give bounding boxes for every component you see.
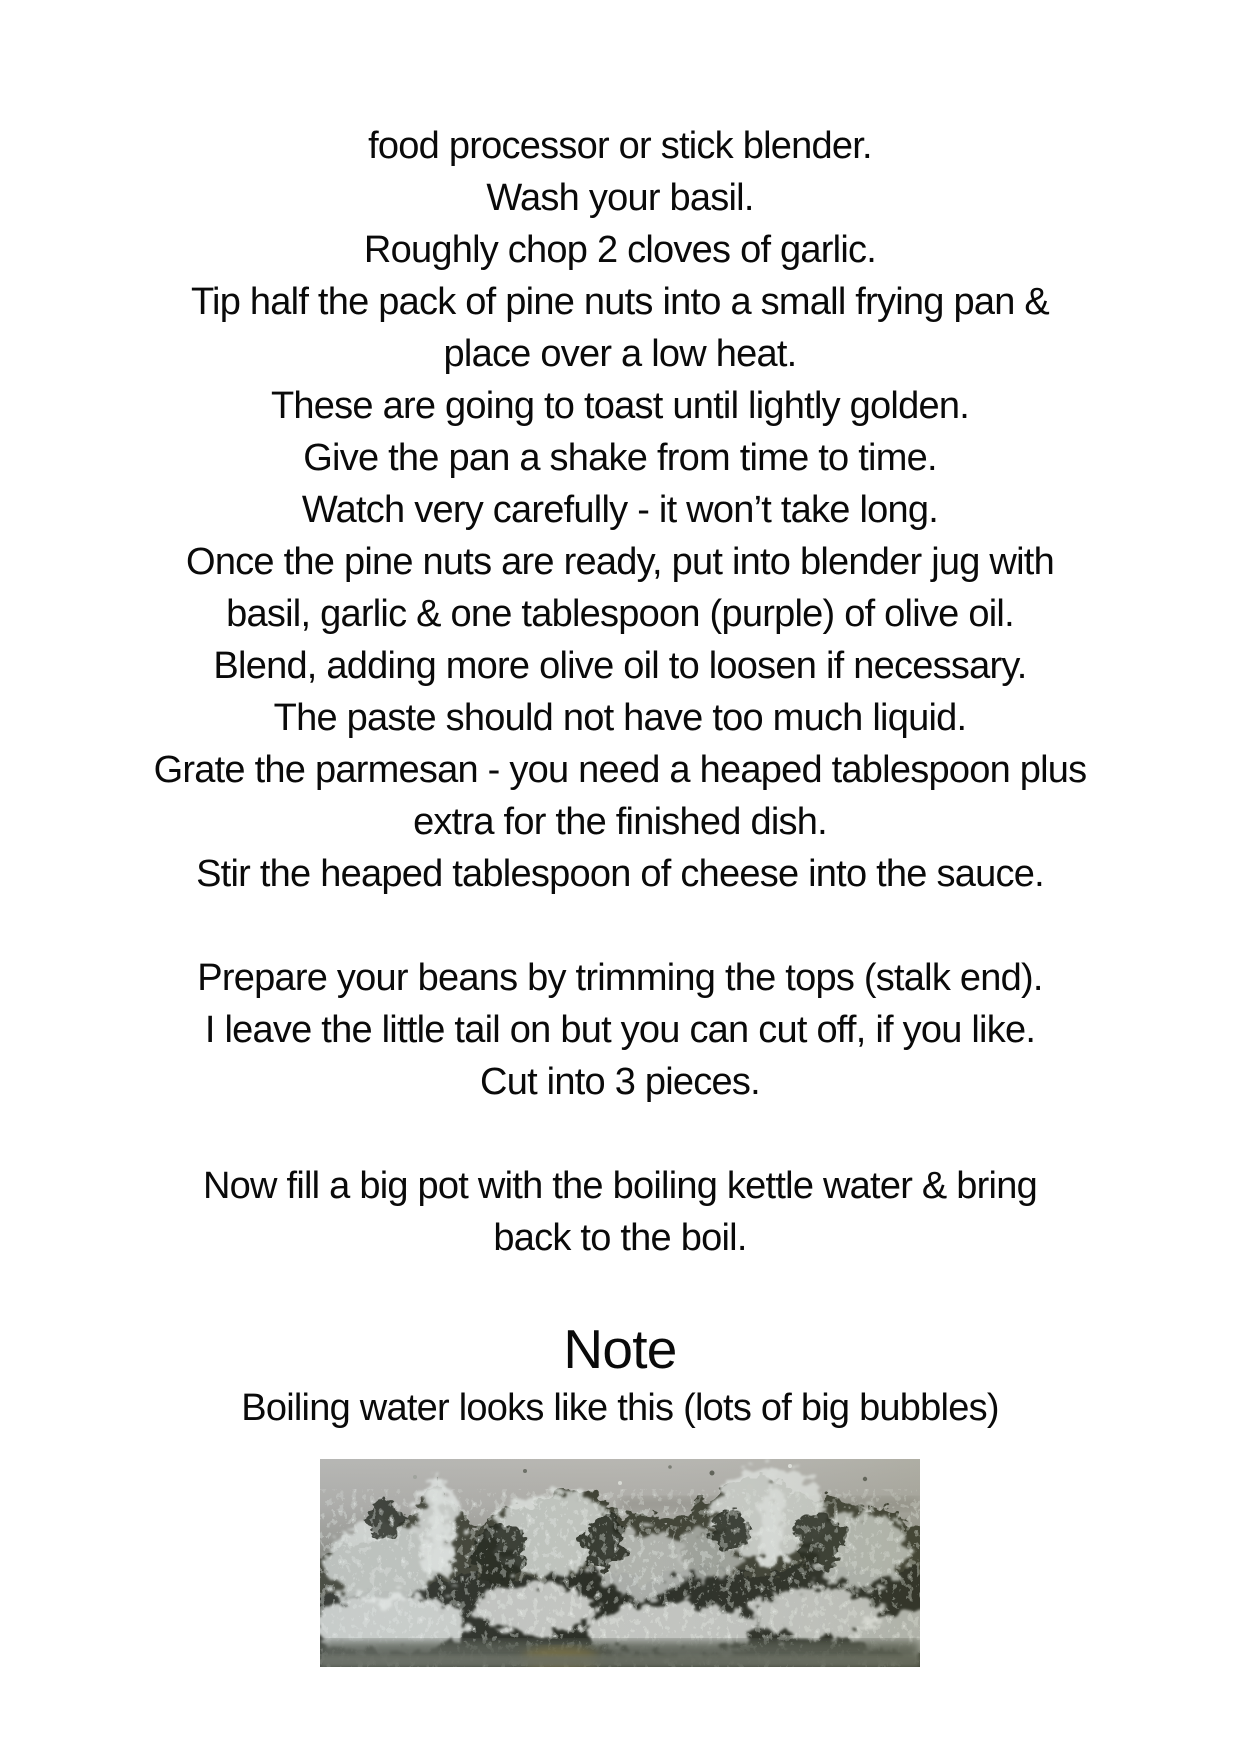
recipe-line: Grate the parmesan - you need a heaped tablespoon plus bbox=[153, 749, 1087, 791]
recipe-line: Prepare your beans by trimming the tops (stalk end). bbox=[197, 957, 1043, 999]
boiling-water-photo bbox=[320, 1459, 920, 1667]
recipe-line: I leave the little tail on but you can cut off, if you like. bbox=[204, 1009, 1036, 1051]
recipe-line: Watch very carefully - it won’t take long. bbox=[301, 489, 939, 531]
recipe-line: back to the boil. bbox=[493, 1217, 747, 1259]
note-heading: Note bbox=[563, 1318, 677, 1380]
recipe-line: Stir the heaped tablespoon of cheese into the sauce. bbox=[196, 853, 1044, 895]
recipe-line: These are going to toast until lightly golden. bbox=[270, 385, 970, 427]
recipe-line: basil, garlic & one tablespoon (purple) of olive oil. bbox=[226, 593, 1014, 635]
recipe-line: Blend, adding more olive oil to loosen if necessary. bbox=[213, 645, 1027, 687]
recipe-line: Wash your basil. bbox=[486, 177, 754, 219]
recipe-line: Once the pine nuts are ready, put into blender jug with bbox=[186, 541, 1054, 583]
blank-line bbox=[0, 1108, 1240, 1160]
recipe-line: extra for the finished dish. bbox=[413, 801, 827, 843]
recipe-line: Give the pan a shake from time to time. bbox=[303, 437, 937, 479]
recipe-line: Tip half the pack of pine nuts into a small frying pan & bbox=[191, 281, 1049, 323]
recipe-line: place over a low heat. bbox=[443, 333, 797, 375]
recipe-line: food processor or stick blender. bbox=[368, 125, 872, 167]
photo-container bbox=[0, 1459, 1240, 1667]
recipe-line: Roughly chop 2 cloves of garlic. bbox=[363, 229, 877, 271]
recipe-line: Cut into 3 pieces. bbox=[480, 1061, 760, 1103]
photo-caption: Boiling water looks like this (lots of big bubbles) bbox=[241, 1387, 999, 1429]
recipe-line: Now fill a big pot with the boiling kettle water & bring bbox=[202, 1165, 1037, 1207]
blank-line bbox=[0, 900, 1240, 952]
blank-line bbox=[0, 1264, 1240, 1316]
recipe-line: The paste should not have too much liquid. bbox=[273, 697, 967, 739]
